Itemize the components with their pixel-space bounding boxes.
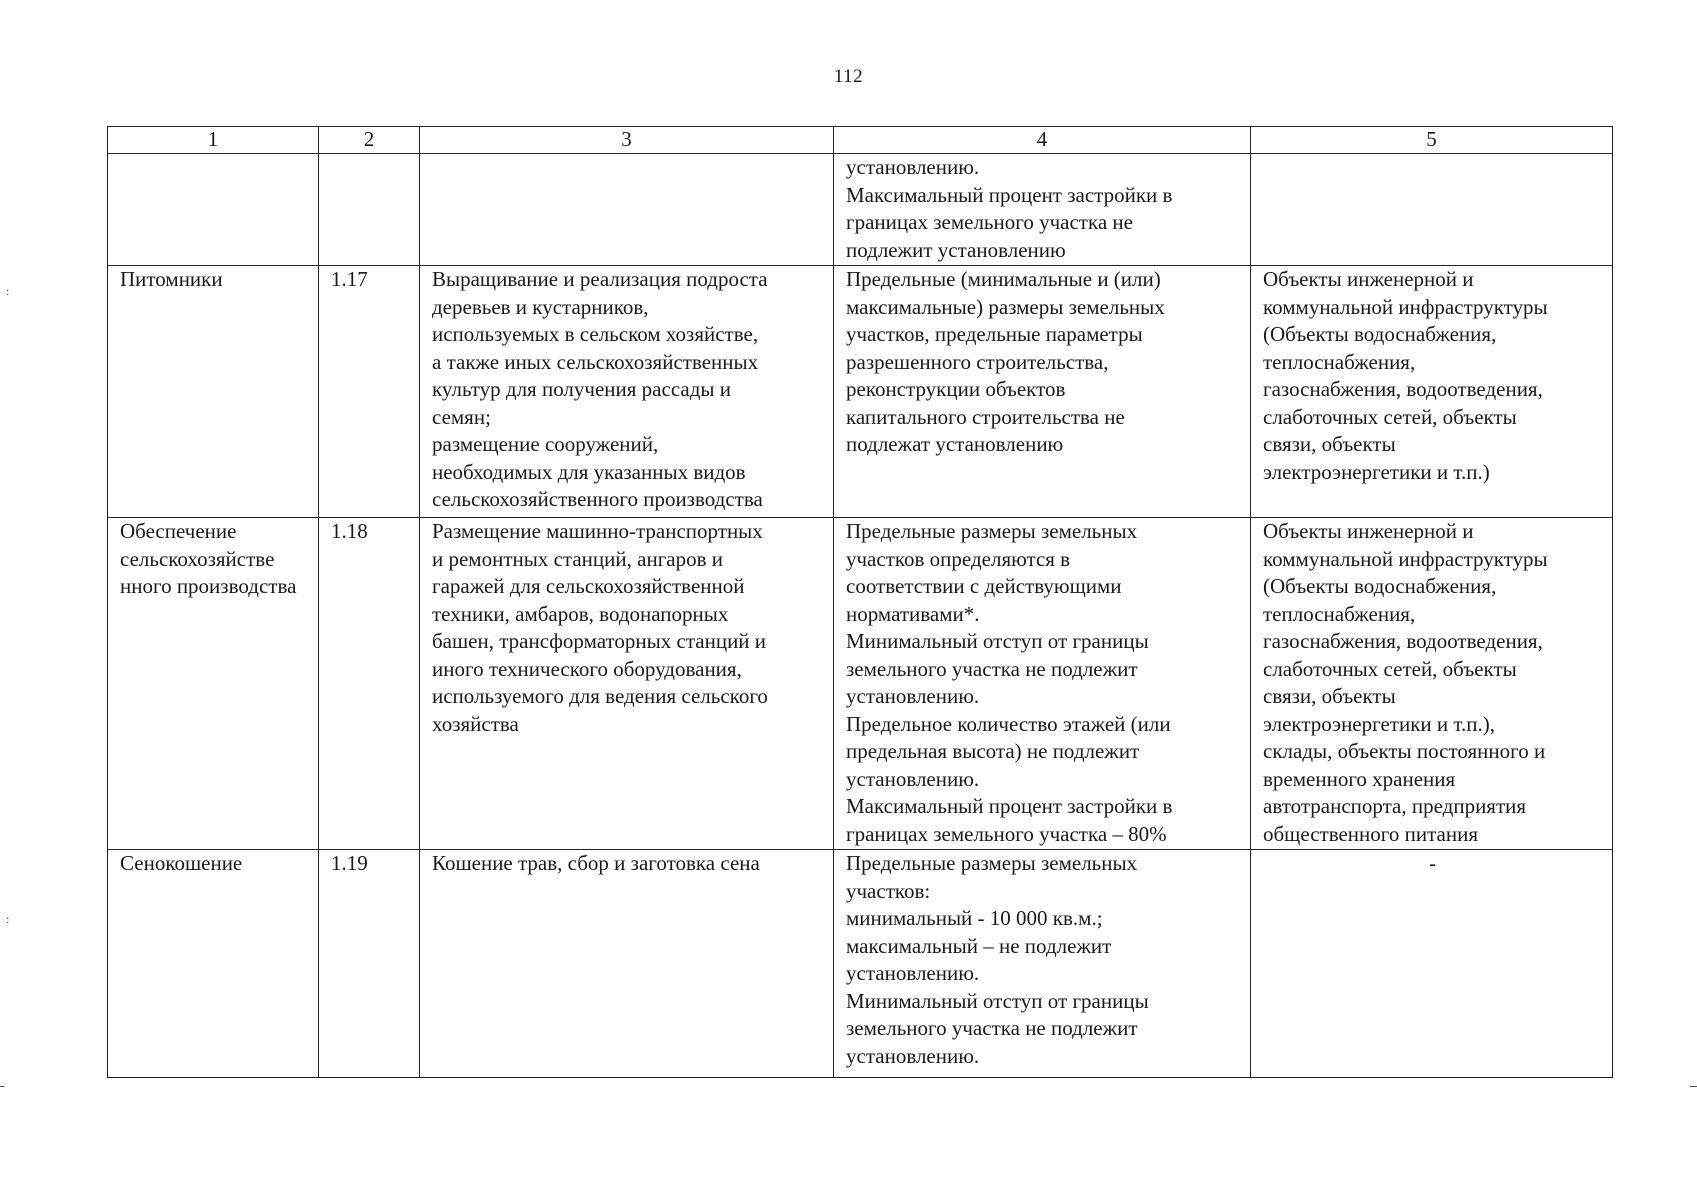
text-line: предельная высота) не подлежит xyxy=(846,739,1140,763)
text-line: семян; xyxy=(432,404,491,429)
column-header: 5 xyxy=(1251,127,1613,154)
text-line: а также иных сельскохозяйственных xyxy=(432,349,759,374)
table-row xyxy=(108,154,1613,266)
code-cell: 1.19 xyxy=(319,850,420,1078)
column-header: 4 xyxy=(834,127,1251,154)
parameters-cell xyxy=(834,850,1251,1078)
text-line: Предельные размеры земельных xyxy=(846,519,1138,543)
text-line: слаботочных сетей, объекты xyxy=(1263,404,1517,429)
margin-mark: : xyxy=(6,284,10,298)
text-line: (Объекты водоснабжения, xyxy=(1263,574,1497,598)
text-line: соответствии с действующими xyxy=(846,574,1122,598)
text-line: газоснабжения, водоотведения, xyxy=(1263,377,1543,401)
text-line: Предельные (минимальные и (или) xyxy=(846,267,1161,291)
table-header-row xyxy=(108,127,1613,154)
page-number: 112 xyxy=(833,66,864,87)
objects-cell xyxy=(1251,154,1613,266)
code-cell xyxy=(319,154,420,266)
text-line: Минимальный отступ от границы xyxy=(846,988,1149,1013)
parameters-cell xyxy=(834,154,1251,266)
text-line: связи, объекты xyxy=(1263,684,1396,708)
zoning-table xyxy=(107,126,1613,1078)
text-line: максимальный – не подлежит xyxy=(846,933,1112,958)
text-line: Объекты инженерной и xyxy=(1263,519,1474,543)
text-line: газоснабжения, водоотведения, xyxy=(1263,629,1543,653)
text-line: участков, предельные параметры xyxy=(846,322,1143,346)
text-line: земельного участка не подлежит xyxy=(846,1016,1138,1040)
text-line: необходимых для указанных видов xyxy=(432,459,746,484)
text-line: подлежит установлению xyxy=(846,237,1066,262)
text-line: участков определяются в xyxy=(846,546,1071,571)
text-line: используемого для ведения сельского xyxy=(432,684,768,708)
text-line: разрешенного строительства, xyxy=(846,349,1109,374)
text-line: Объекты инженерной и xyxy=(1263,267,1474,291)
text-line: Минимальный отступ от границы xyxy=(846,629,1149,653)
text-line: техники, амбаров, водонапорных xyxy=(432,601,729,626)
text-line: реконструкции объектов xyxy=(846,377,1066,401)
text-line: слаботочных сетей, объекты xyxy=(1263,656,1517,681)
margin-mark: : xyxy=(6,912,10,926)
text-line: коммунальной инфраструктуры xyxy=(1263,294,1548,319)
text-line: установлению. xyxy=(846,961,980,985)
parameters-cell xyxy=(834,518,1251,850)
objects-cell: - xyxy=(1251,850,1613,1078)
text-line: сельскохозяйственного производства xyxy=(432,487,763,511)
text-line: границах земельного участка не xyxy=(846,210,1133,234)
text-line: используемых в сельском хозяйстве, xyxy=(432,322,759,346)
text-line: нормативами*. xyxy=(846,601,980,626)
text-line: общественного питания xyxy=(1263,821,1478,846)
text-line: установлению. xyxy=(846,684,980,708)
text-line: установлению. xyxy=(846,155,980,179)
text-line: временного хранения xyxy=(1263,766,1456,791)
text-line: теплоснабжения, xyxy=(1263,349,1416,374)
text-line: гаражей для сельскохозяйственной xyxy=(432,574,745,598)
text-line: Кошение трав, сбор и заготовка сена xyxy=(432,851,760,875)
column-header: 2 xyxy=(319,127,420,154)
description-cell xyxy=(420,850,834,1078)
parameters-cell xyxy=(834,266,1251,518)
text-line: хозяйства xyxy=(432,711,519,736)
text-line: капитального строительства не xyxy=(846,404,1125,429)
name-cell: Сенокошение xyxy=(108,850,319,1078)
objects-cell xyxy=(1251,266,1613,518)
text-line: Выращивание и реализация подроста xyxy=(432,267,768,291)
text-line: и ремонтных станций, ангаров и xyxy=(432,546,724,571)
text-line: Предельное количество этажей (или xyxy=(846,711,1171,736)
table-row xyxy=(108,850,1613,1078)
text-line: культур для получения рассады и xyxy=(432,377,731,401)
description-cell xyxy=(420,154,834,266)
text-line: теплоснабжения, xyxy=(1263,601,1416,626)
column-header: 1 xyxy=(108,127,319,154)
text-line: автотранспорта, предприятия xyxy=(1263,794,1527,818)
edge-mark xyxy=(1690,1086,1697,1087)
table-row xyxy=(108,266,1613,518)
description-cell xyxy=(420,518,834,850)
text-line: Предельные размеры земельных xyxy=(846,851,1138,875)
text-line: границах земельного участка – 80% xyxy=(846,821,1167,846)
table-row xyxy=(108,518,1613,850)
text-line: подлежат установлению xyxy=(846,432,1064,456)
text-line: (Объекты водоснабжения, xyxy=(1263,322,1497,346)
column-header: 3 xyxy=(420,127,834,154)
text-line: электроэнергетики и т.п.), xyxy=(1263,711,1495,736)
text-line: минимальный - 10 000 кв.м.; xyxy=(846,906,1103,930)
name-cell xyxy=(108,154,319,266)
objects-cell xyxy=(1251,518,1613,850)
text-line: установлению. xyxy=(846,1043,980,1068)
text-line: иного технического оборудования, xyxy=(432,656,742,681)
text-line: башен, трансформаторных станций и xyxy=(432,629,767,653)
text-line: максимальные) размеры земельных xyxy=(846,294,1165,319)
text-line: связи, объекты xyxy=(1263,432,1396,456)
name-cell: Питомники xyxy=(108,266,319,518)
description-cell xyxy=(420,266,834,518)
text-line: Максимальный процент застройки в xyxy=(846,794,1173,818)
text-line: Размещение машинно-транспортных xyxy=(432,519,763,543)
text-line: участков: xyxy=(846,878,931,903)
text-line: электроэнергетики и т.п.) xyxy=(1263,459,1490,484)
text-line: деревьев и кустарников, xyxy=(432,294,649,319)
text-line: установлению. xyxy=(846,766,980,791)
text-line: земельного участка не подлежит xyxy=(846,656,1138,681)
text-line: размещение сооружений, xyxy=(432,432,659,456)
code-cell: 1.18 xyxy=(319,518,420,850)
text-line: коммунальной инфраструктуры xyxy=(1263,546,1548,571)
text-line: склады, объекты постоянного и xyxy=(1263,739,1546,763)
code-cell: 1.17 xyxy=(319,266,420,518)
name-cell: Обеспечение сельскохозяйстве нного производства xyxy=(108,518,319,850)
edge-mark xyxy=(0,1086,4,1087)
text-line: Максимальный процент застройки в xyxy=(846,182,1173,207)
